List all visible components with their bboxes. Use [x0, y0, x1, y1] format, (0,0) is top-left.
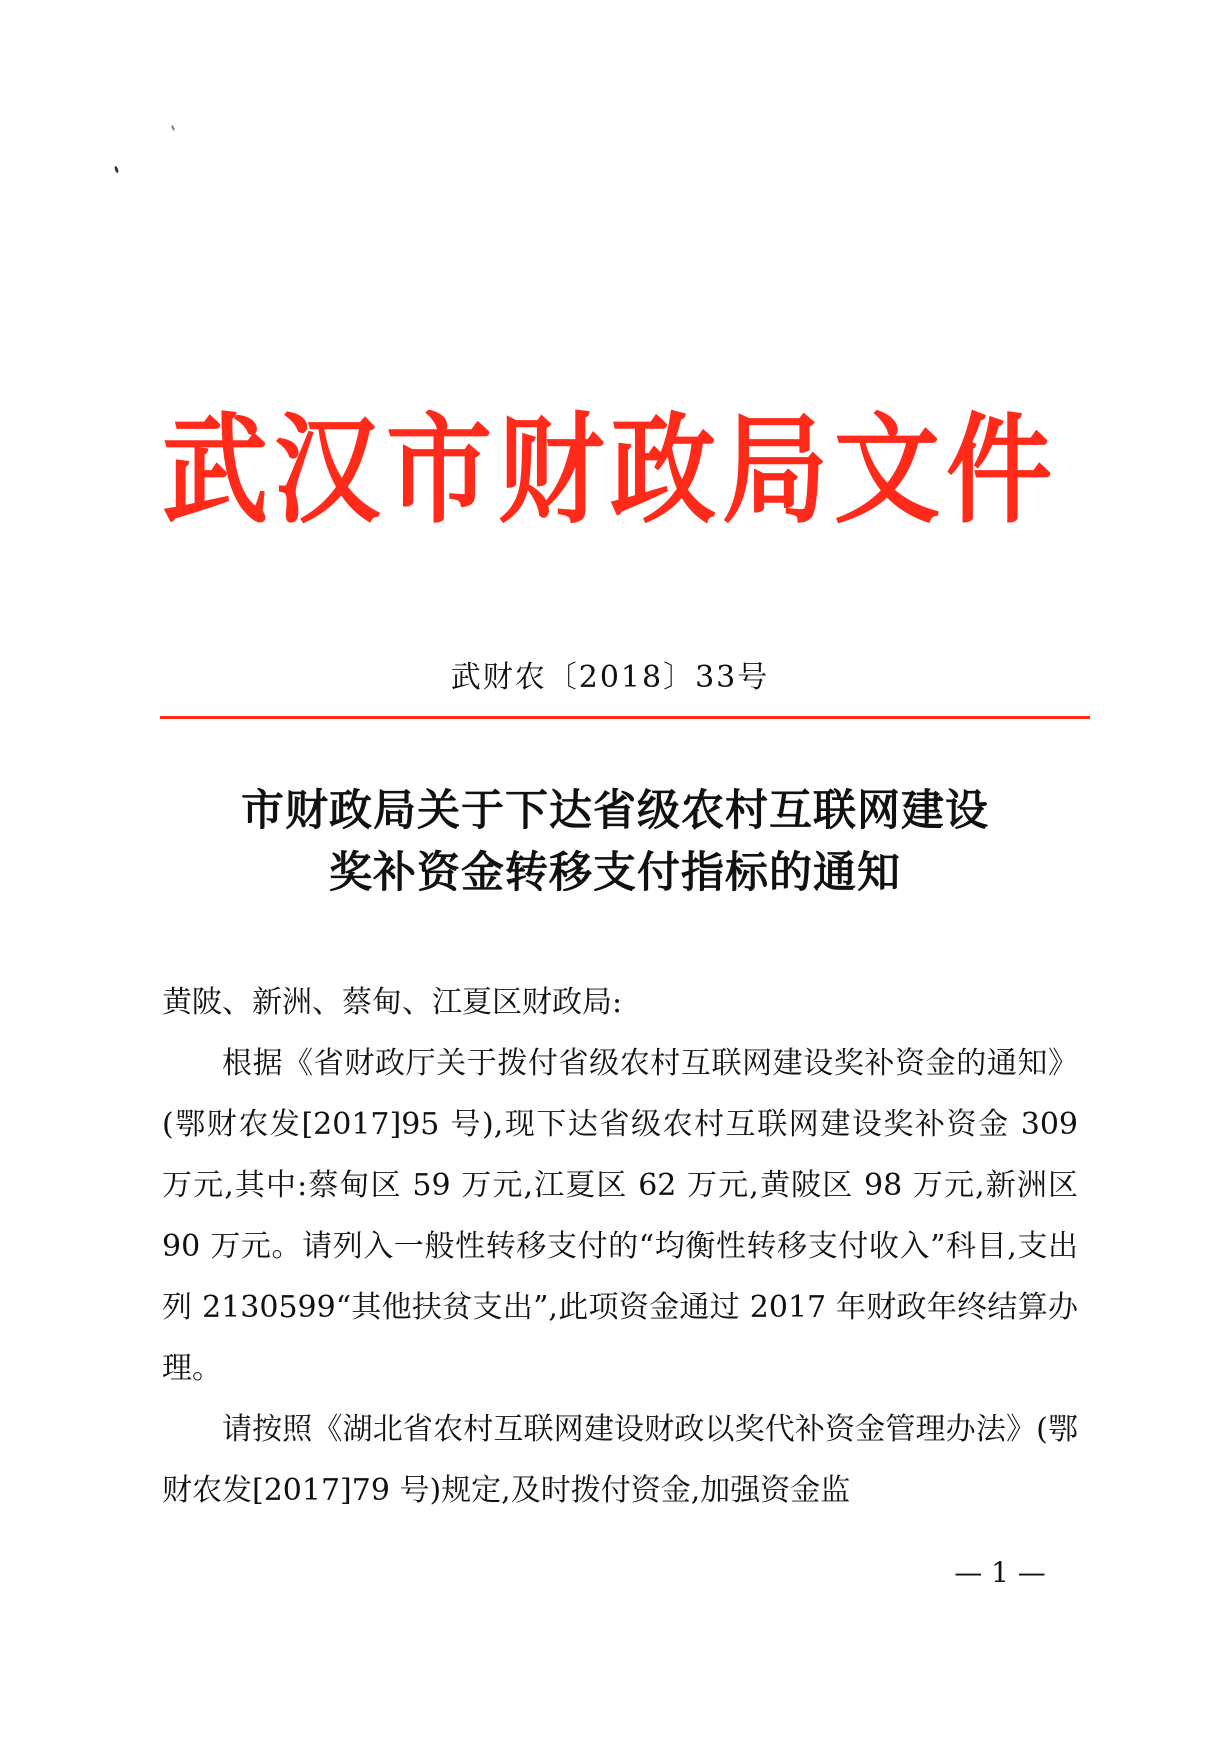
document-title — [160, 780, 1070, 904]
title-line-2: 奖补资金转移支付指标的通知 — [329, 848, 901, 898]
page-number: — 1 — — [954, 1556, 1046, 1589]
scan-speck — [171, 125, 175, 131]
body-paragraph-1: 根据《省财政厅关于拨付省级农村互联网建设奖补资金的通知》(鄂财农发[2017]95 号),现下达省级农村互联网建设奖补资金 309 万元,其中:蔡甸区 59 万元,江夏区 62 万元,黄陂区 98 万元,新洲区 90 万元。请列入一般性转移支付的“均衡性转移支付收入”科目,支出列 2130599“其他扶贫支出”,此项资金通过 2017 年财政年终结算办理。 — [162, 1046, 1078, 1386]
document-number: 武财农〔2018〕33号 — [450, 660, 770, 695]
document-masthead: 武汉市财政局文件 — [162, 401, 1058, 540]
document-body — [162, 972, 1078, 1521]
red-divider-line — [160, 716, 1090, 719]
salutation: 黄陂、新洲、蔡甸、江夏区财政局: — [162, 985, 623, 1020]
body-paragraph-2: 请按照《湖北省农村互联网建设财政以奖代补资金管理办法》(鄂财农发[2017]79 号)规定,及时拨付资金,加强资金监 — [162, 1412, 1078, 1508]
scan-speck — [114, 166, 119, 174]
title-line-1: 市财政局关于下达省级农村互联网建设 — [241, 786, 989, 836]
